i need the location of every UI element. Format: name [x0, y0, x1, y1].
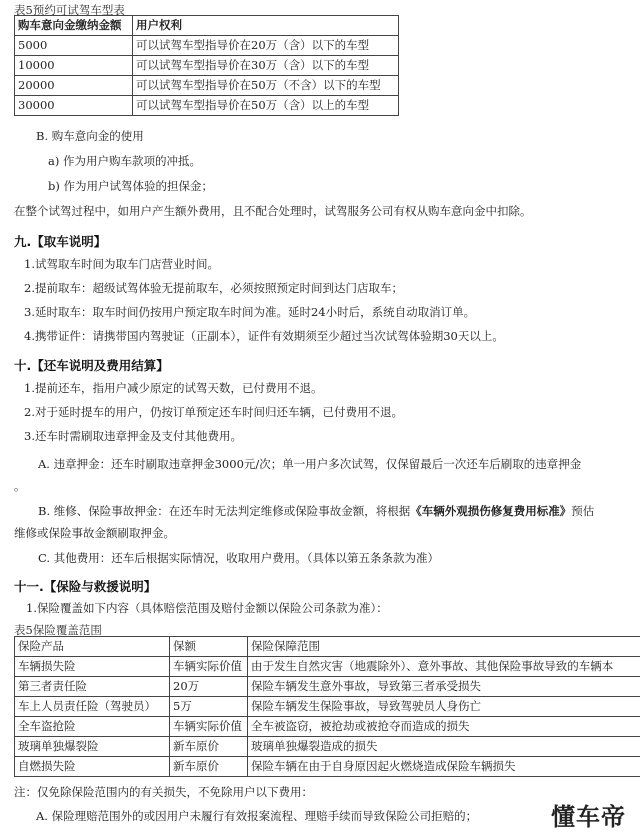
table-cell: 第三者责任险 — [15, 677, 170, 697]
table-cell: 玻璃单独爆裂造成的损失 — [248, 737, 640, 757]
column-header: 保险产品 — [15, 637, 170, 657]
deposit-b-suffix: 预估 — [571, 504, 595, 518]
table-row — [15, 717, 640, 737]
table-cell: 20万 — [170, 677, 248, 697]
table-cell: 自燃损失险 — [15, 757, 170, 777]
column-header: 用户权利 — [133, 16, 399, 36]
table-row — [15, 36, 399, 56]
table-cell: 保险车辆在由于自身原因起火燃烧造成保险车辆损失 — [248, 757, 640, 777]
deposit-b-prefix: B. 维修、保险事故押金：在还车时无法判定维修或保险事故金额，将根据 — [38, 504, 411, 518]
table-cell: 保险车辆发生意外事故，导致第三者承受损失 — [248, 677, 640, 697]
table-cell: 30000 — [15, 96, 133, 116]
table-cell: 车辆损失险 — [15, 657, 170, 677]
section9-item: 4.携带证件：请携带国内驾驶证（正副本），证件有效期须至少超过当次试驾体验期30天以上。 — [24, 329, 504, 343]
section10-deposit-b — [38, 503, 594, 519]
section9-item: 2.提前取车：超级试驾体验无提前取车，必须按照预定时间到达门店取车； — [24, 281, 403, 295]
table-row — [15, 96, 399, 116]
table-row — [15, 76, 399, 96]
column-header: 购车意向金缴纳金额 — [15, 16, 133, 36]
footer-note-line2: A. 保险理赔范围外的或因用户未履行有效报案流程、理赔手续而导致保险公司拒赔的； — [36, 809, 478, 823]
section9-title: 九.【取车说明】 — [14, 234, 107, 249]
table-cell: 5万 — [170, 697, 248, 717]
section11-title: 十一.【保险与救援说明】 — [14, 579, 157, 594]
table-row — [15, 657, 640, 677]
table-cell: 由于发生自然灾害（地震除外）、意外事故、其他保险事故导致的车辆本 — [248, 657, 640, 677]
section11-intro: 1.保险覆盖如下内容（具体赔偿范围及赔付金额以保险公司条款为准）： — [26, 601, 388, 615]
table-cell: 可以试驾车型指导价在20万（含）以下的车型 — [133, 36, 399, 56]
section10-item: 3.还车时需刷取违章押金及支付其他费用。 — [24, 429, 242, 443]
table-cell: 新车原价 — [170, 737, 248, 757]
table-cell: 全车盗抢险 — [15, 717, 170, 737]
deposit-use-note: 在整个试驾过程中，如用户产生额外费用，且不配合处理时，试驾服务公司有权从购车意向金中扣除。 — [14, 204, 532, 218]
deposit-use-b: b) 作为用户试驾体验的担保金； — [48, 179, 214, 193]
table-row — [15, 737, 640, 757]
repair-standard-title: 《车辆外观损伤修复费用标准》 — [410, 504, 572, 518]
deposit-use-a: a) 作为用户购车款项的冲抵。 — [48, 154, 201, 168]
trial-model-table — [14, 15, 399, 116]
table-cell: 可以试驾车型指导价在50万（不含）以下的车型 — [133, 76, 399, 96]
section10-item: 2.对于延时提车的用户，仍按订单预定还车时间归还车辆，已付费用不退。 — [24, 405, 403, 419]
section9-item: 1.试驾取车时间为取车门店营业时间。 — [24, 257, 219, 271]
table-cell: 20000 — [15, 76, 133, 96]
section10-deposit-c: C. 其他费用：还车后根据实际情况，收取用户费用。（具体以第五条条款为准） — [38, 551, 439, 565]
section10-title: 十.【还车说明及费用结算】 — [14, 358, 169, 373]
insurance-table — [14, 636, 640, 777]
table-cell: 车辆实际价值 — [170, 717, 248, 737]
insurance-table-caption: 表5保险覆盖范围 — [14, 623, 102, 637]
column-header: 保险保障范围 — [248, 637, 640, 657]
table-row — [15, 677, 640, 697]
table-header-row — [15, 637, 640, 657]
table5-caption: 表5预约可试驾车型表 — [14, 3, 125, 17]
section9-item: 3.延时取车：取车时间仍按用户预定取车时间为准。延时24小时后，系统自动取消订单。 — [24, 305, 476, 319]
table-row — [15, 757, 640, 777]
section10-deposit-a: A. 违章押金：还车时刷取违章押金3000元/次；单一用户多次试驾，仅保留最后一次还车后刷取的违章押金 — [38, 457, 582, 471]
table-cell: 10000 — [15, 56, 133, 76]
section10-item: 1.提前还车，指用户减少原定的试驾天数，已付费用不退。 — [24, 381, 323, 395]
table-cell: 全车被盗窃，被抢劫或被抢夺而造成的损失 — [248, 717, 640, 737]
table-header-row — [15, 16, 399, 36]
table-cell: 可以试驾车型指导价在50万（含）以上的车型 — [133, 96, 399, 116]
table-row — [15, 697, 640, 717]
table-cell: 可以试驾车型指导价在30万（含）以下的车型 — [133, 56, 399, 76]
table-cell: 保险车辆发生保险事故，导致驾驶员人身伤亡 — [248, 697, 640, 717]
watermark-logo: 懂车帝 — [551, 803, 626, 831]
section10-deposit-b-line2: 维修或保险事故金额刷取押金。 — [14, 526, 175, 540]
footer-note-line1: 注：仅免除保险范围内的有关损失，不免除用户以下费用： — [14, 785, 313, 799]
table-cell: 5000 — [15, 36, 133, 56]
column-header: 保额 — [170, 637, 248, 657]
table-cell: 玻璃单独爆裂险 — [15, 737, 170, 757]
table-cell: 车上人员责任险（驾驶员） — [15, 697, 170, 717]
section10-deposit-a-end: 。 — [14, 479, 26, 493]
deposit-use-title: B. 购车意向金的使用 — [36, 129, 144, 143]
table-cell: 新车原价 — [170, 757, 248, 777]
table-cell: 车辆实际价值 — [170, 657, 248, 677]
table-row — [15, 56, 399, 76]
